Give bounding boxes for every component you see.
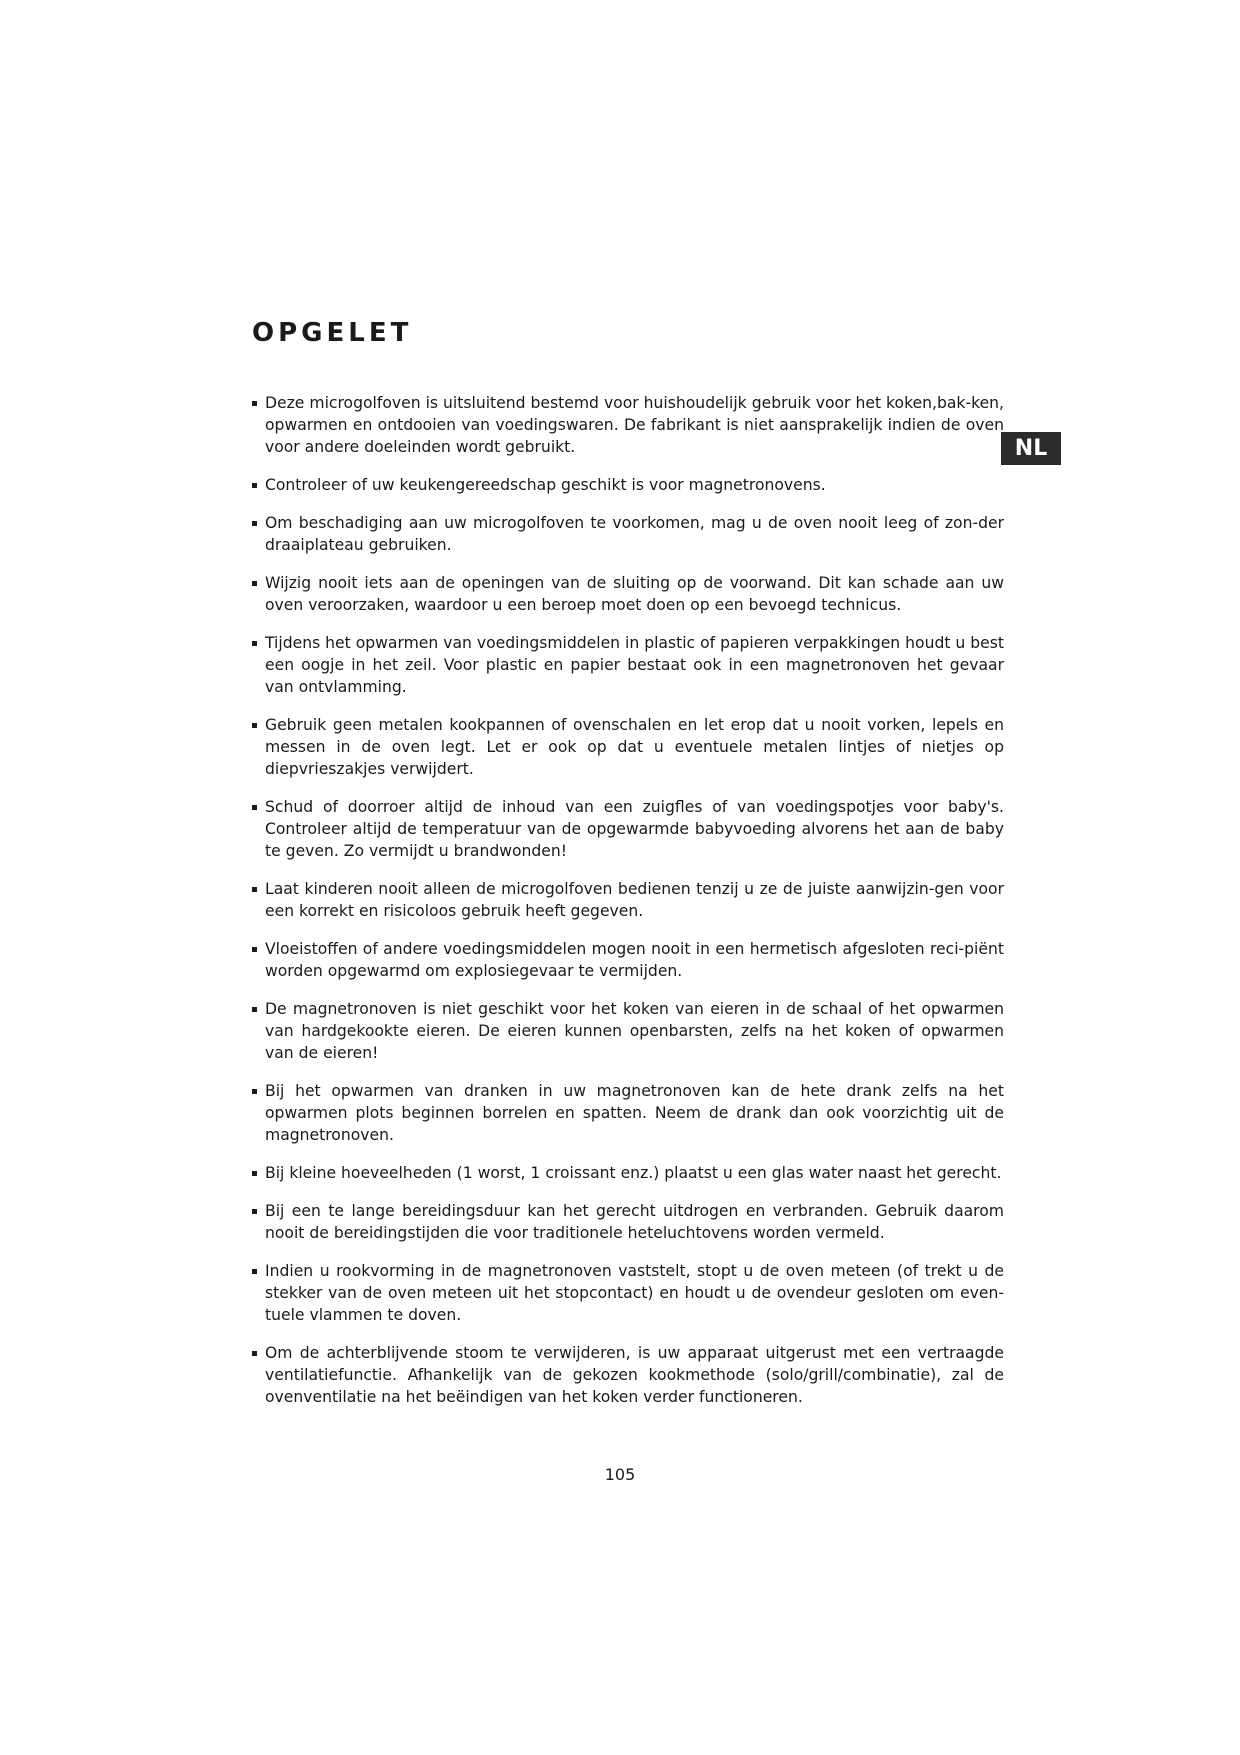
list-item-text: Vloeistoffen of andere voedingsmiddelen mogen nooit in een hermetisch afgesloten reci-piënt worden opgewarmd om explosiegevaar te vermijden. (265, 940, 1004, 980)
bullet-square-icon (252, 1209, 257, 1214)
list-item (252, 1260, 1004, 1326)
list-item (252, 392, 1004, 458)
list-item-text: Bij kleine hoeveelheden (1 worst, 1 croissant enz.) plaatst u een glas water naast het gerecht. (265, 1164, 1002, 1182)
list-item-text: De magnetronoven is niet geschikt voor het koken van eieren in de schaal of het opwarmen van hardgekookte eieren. De eieren kunnen openbarsten, zelfs na het koken of opwarmen van de eieren! (265, 1000, 1004, 1062)
warning-list (252, 392, 1004, 1424)
list-item (252, 796, 1004, 862)
list-item-text: Wijzig nooit iets aan de openingen van de sluiting op de voorwand. Dit kan schade aan uw oven veroorzaken, waardoor u een beroep moet doen op een bevoegd technicus. (265, 574, 1004, 614)
list-item-text: Deze microgolfoven is uitsluitend bestemd voor huishoudelijk gebruik voor het koken,bak-ken, opwarmen en ontdooien van voedingswaren. De fabrikant is niet aansprakelijk indien de oven voor andere doeleinden wordt gebruikt. (265, 394, 1004, 456)
bullet-square-icon (252, 1269, 257, 1274)
list-item-text: Indien u rookvorming in de magnetronoven vaststelt, stopt u de oven meteen (of trekt u de stekker van de oven meteen uit het stopcontact) en houdt u de ovendeur gesloten om even-tuele vlammen te doven. (265, 1262, 1004, 1324)
page-title: OPGELET (252, 318, 413, 348)
list-item (252, 1080, 1004, 1146)
list-item-text: Bij het opwarmen van dranken in uw magnetronoven kan de hete drank zelfs na het opwarmen plots beginnen borrelen en spatten. Neem de drank dan ook voorzichtig uit de magnetronoven. (265, 1082, 1004, 1144)
bullet-square-icon (252, 947, 257, 952)
list-item (252, 938, 1004, 982)
list-item (252, 572, 1004, 616)
list-item (252, 512, 1004, 556)
list-item (252, 998, 1004, 1064)
list-item-text: Laat kinderen nooit alleen de microgolfoven bedienen tenzij u ze de juiste aanwijzin-gen voor een korrekt en risicoloos gebruik heeft gegeven. (265, 880, 1004, 920)
list-item-text: Schud of doorroer altijd de inhoud van een zuigfles of van voedingspotjes voor baby's. Controleer altijd de temperatuur van de opgewarmde babyvoeding alvorens het aan de baby te geven. Zo vermijdt u brandwonden! (265, 798, 1004, 860)
bullet-square-icon (252, 581, 257, 586)
bullet-square-icon (252, 401, 257, 406)
list-item-text: Om de achterblijvende stoom te verwijderen, is uw apparaat uitgerust met een vertraagde ventilatiefunctie. Afhankelijk van de gekozen kookmethode (solo/grill/combinatie), zal de ovenventilatie na het beëindigen van het koken verder functioneren. (265, 1344, 1004, 1406)
list-item (252, 632, 1004, 698)
list-item-text: Tijdens het opwarmen van voedingsmiddelen in plastic of papieren verpakkingen houdt u best een oogje in het zeil. Voor plastic en papier bestaat ook in een magnetronoven het gevaar van ontvlamming. (265, 634, 1004, 696)
list-item (252, 1342, 1004, 1408)
bullet-square-icon (252, 521, 257, 526)
bullet-square-icon (252, 1351, 257, 1356)
bullet-square-icon (252, 723, 257, 728)
list-item (252, 1162, 1004, 1184)
bullet-square-icon (252, 641, 257, 646)
list-item-text: Controleer of uw keukengereedschap geschikt is voor magnetronovens. (265, 476, 826, 494)
language-badge: NL (1001, 432, 1061, 465)
list-item (252, 474, 1004, 496)
bullet-square-icon (252, 1007, 257, 1012)
list-item-text: Bij een te lange bereidingsduur kan het gerecht uitdrogen en verbranden. Gebruik daarom nooit de bereidingstijden die voor traditionele heteluchtovens worden vermeld. (265, 1202, 1004, 1242)
bullet-square-icon (252, 805, 257, 810)
list-item-text: Om beschadiging aan uw microgolfoven te voorkomen, mag u de oven nooit leeg of zon-der draaiplateau gebruiken. (265, 514, 1004, 554)
bullet-square-icon (252, 1171, 257, 1176)
list-item (252, 1200, 1004, 1244)
bullet-square-icon (252, 1089, 257, 1094)
bullet-square-icon (252, 887, 257, 892)
page-number: 105 (604, 1465, 636, 1484)
list-item-text: Gebruik geen metalen kookpannen of ovenschalen en let erop dat u nooit vorken, lepels en messen in de oven legt. Let er ook op dat u eventuele metalen lintjes of nietjes op diepvrieszakjes verwijdert. (265, 716, 1004, 778)
list-item (252, 714, 1004, 780)
bullet-square-icon (252, 483, 257, 488)
list-item (252, 878, 1004, 922)
